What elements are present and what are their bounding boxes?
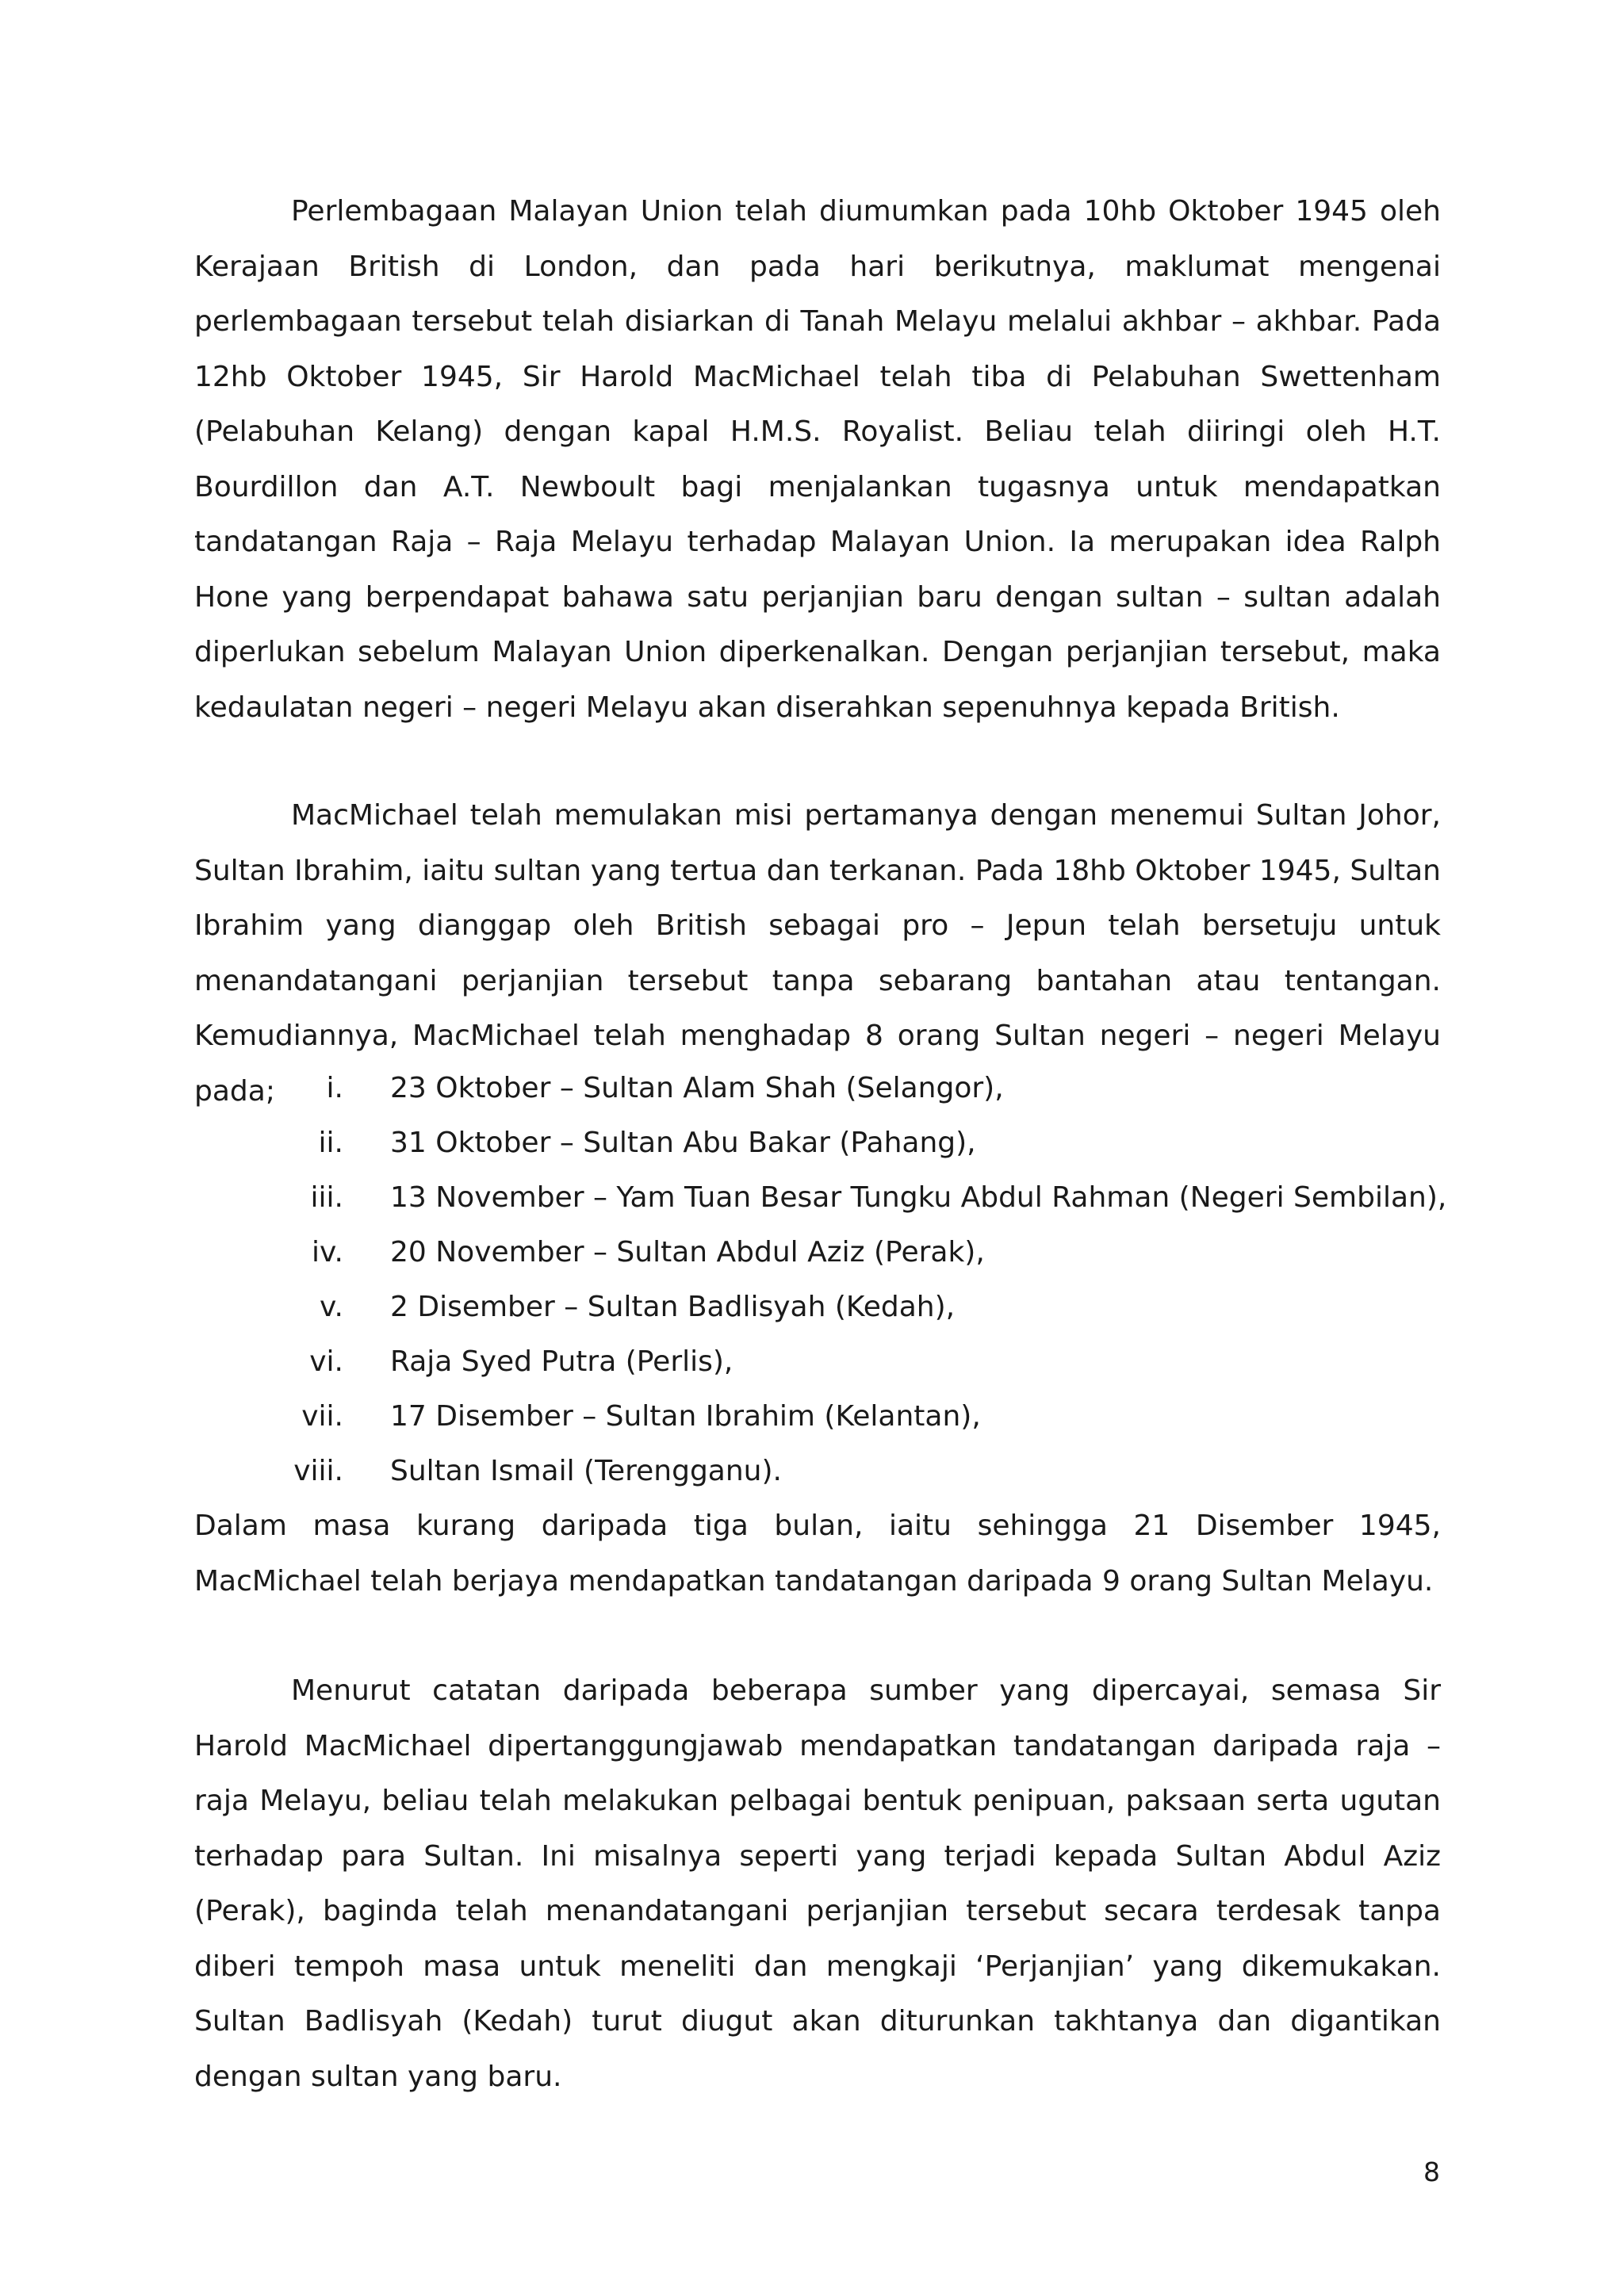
list-item-text: 2 Disember – Sultan Badlisyah (Kedah), <box>390 1291 956 1323</box>
paragraph-text: Menurut catatan daripada beberapa sumber yang dipercayai, semasa Sir Harold MacMichael dipertanggungjawab mendapatkan tandatangan daripada raja – raja Melayu, beliau telah melakukan pelbagai bentuk penipuan, paksaan serta ugutan terhadap para Sultan. Ini misalnya seperti yang terjadi kepada Sultan Abdul Aziz (Perak), baginda telah menandatangani perjanjian tersebut secara terdesak tanpa diberi tempoh masa untuk meneliti dan mengkaji ‘Perjanjian’ yang dikemukakan. Sultan Badlisyah (Kedah) turut diugut akan diturunkan takhtanya dan digantikan dengan sultan yang baru. <box>194 1674 1441 2093</box>
list-item-text: 17 Disember – Sultan Ibrahim (Kelantan), <box>390 1400 981 1433</box>
list-item-text: 13 November – Yam Tuan Besar Tungku Abdul Rahman (Negeri Sembilan), <box>390 1181 1447 1214</box>
list-item-text: Raja Syed Putra (Perlis), <box>390 1345 733 1378</box>
list-item <box>194 1225 1441 1280</box>
list-item-text: 23 Oktober – Sultan Alam Shah (Selangor), <box>390 1072 1004 1104</box>
list-item <box>194 1170 1447 1225</box>
list-item-number: i. <box>326 1072 343 1104</box>
list-item-number: viii. <box>293 1455 343 1487</box>
list-item <box>194 1115 1441 1170</box>
list-item-number: v. <box>320 1291 343 1323</box>
list-item-number: ii. <box>318 1127 343 1159</box>
list-item-text: Sultan Ismail (Terengganu). <box>390 1455 782 1487</box>
paragraph-text: MacMichael telah memulakan misi pertamanya dengan menemui Sultan Johor, Sultan Ibrahim, iaitu sultan yang tertua dan terkanan. Pada 18hb Oktober 1945, Sultan Ibrahim yang dianggap oleh British sebagai pro – Jepun telah bersetuju untuk menandatangani perjanjian tersebut tanpa sebarang bantahan atau tentangan. Kemudiannya, MacMichael telah menghadap 8 orang Sultan negeri – negeri Melayu pada; <box>194 799 1441 1108</box>
page-number: 8 <box>1423 2156 1440 2187</box>
list-item-number: vii. <box>301 1400 343 1433</box>
list-item-number: vi. <box>309 1345 343 1378</box>
paragraph-text: Perlembagaan Malayan Union telah diumumkan pada 10hb Oktober 1945 oleh Kerajaan British di London, dan pada hari berikutnya, maklumat mengenai perlembagaan tersebut telah disiarkan di Tanah Melayu melalui akhbar – akhbar. Pada 12hb Oktober 1945, Sir Harold MacMichael telah tiba di Pelabuhan Swettenham (Pelabuhan Kelang) dengan kapal H.M.S. Royalist. Beliau telah diiringi oleh H.T. Bourdillon dan A.T. Newboult bagi menjalankan tugasnya untuk mendapatkan tandatangan Raja – Raja Melayu terhadap Malayan Union. Ia merupakan idea Ralph Hone yang berpendapat bahawa satu perjanjian baru dengan sultan – sultan adalah diperlukan sebelum Malayan Union diperkenalkan. Dengan perjanjian tersebut, maka kedaulatan negeri – negeri Melayu akan diserahkan sepenuhnya kepada British. <box>194 195 1441 724</box>
list-item-text: 20 November – Sultan Abdul Aziz (Perak), <box>390 1236 985 1269</box>
list-item-number: iii. <box>310 1181 343 1214</box>
paragraph-coercion-accounts <box>194 1663 1441 2104</box>
list-item <box>194 1280 1441 1334</box>
list-item <box>194 1444 1441 1498</box>
paragraph-signatures-summary: Dalam masa kurang daripada tiga bulan, iaitu sehingga 21 Disember 1945, MacMichael telah berjaya mendapatkan tandatangan daripada 9 orang Sultan Melayu. <box>194 1510 1441 1598</box>
paragraph-malayan-union-announcement <box>194 184 1441 735</box>
list-item-text: 31 Oktober – Sultan Abu Bakar (Pahang), <box>390 1127 976 1159</box>
list-item-number: iv. <box>312 1236 343 1269</box>
list-item <box>194 1389 1441 1444</box>
sultans-list <box>194 1061 1447 1498</box>
list-item <box>194 1334 1441 1389</box>
list-item <box>194 1061 1441 1115</box>
